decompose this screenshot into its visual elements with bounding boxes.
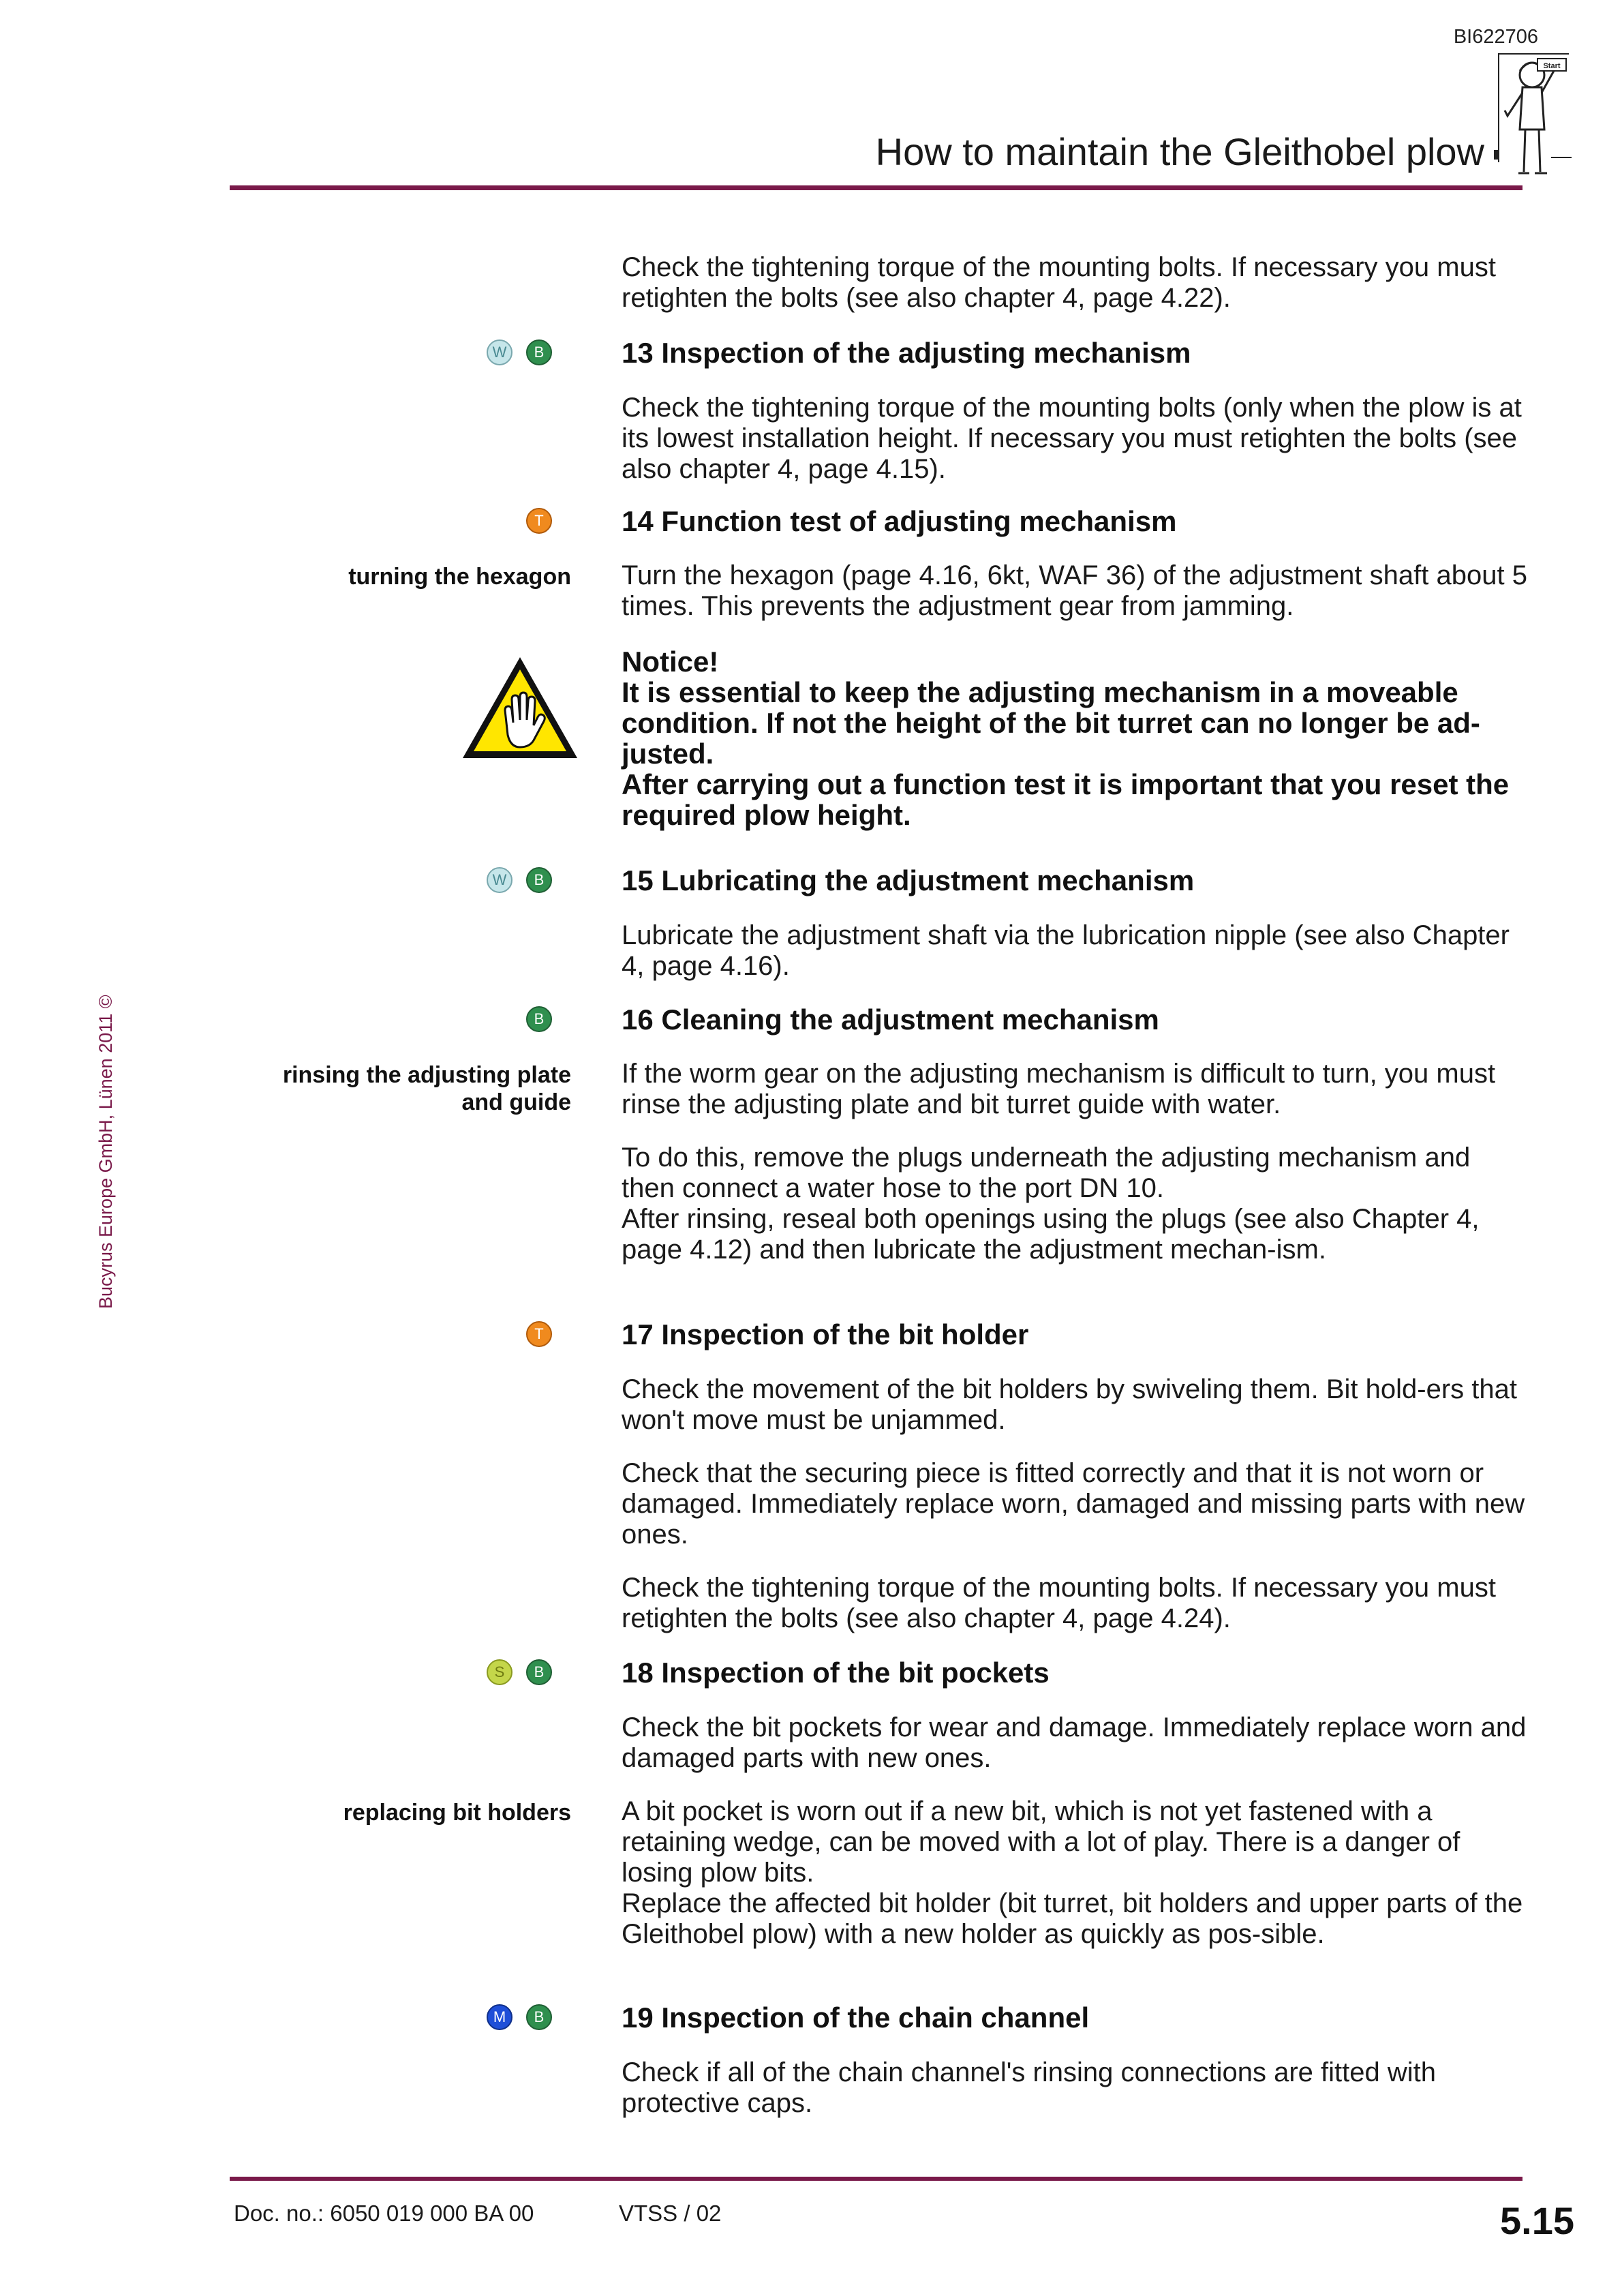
footer-doc-number: Doc. no.: 6050 019 000 BA 00: [234, 2201, 534, 2226]
side-note-turning-hexagon: turning the hexagon: [348, 564, 571, 590]
maintenance-badge-s-icon: S: [487, 1659, 512, 1685]
maintenance-badge-b-icon: B: [526, 867, 552, 893]
section-19-heading: 19 Inspection of the chain channel: [622, 2002, 1090, 2034]
notice-title: Notice!: [622, 646, 719, 678]
side-note-rinsing-line-1: rinsing the adjusting plate: [282, 1062, 571, 1088]
maintenance-badge-w-icon: W: [487, 339, 512, 365]
footer-rule: [230, 2177, 1522, 2181]
page-number: 5.15: [1500, 2199, 1574, 2242]
section-15-text: Lubricate the adjustment shaft via the lubrication nipple (see also Chapter 4, page 4.16).: [622, 920, 1510, 981]
section-16-text-3: After rinsing, reseal both openings using the plugs (see also Chapter 4, page 4.12) and then lubricate the adjustment mechan-ism.: [622, 1204, 1480, 1265]
section-18-heading: 18 Inspection of the bit pockets: [622, 1657, 1050, 1689]
section-19-text: Check if all of the chain channel's rinsing connections are fitted with protective caps.: [622, 2057, 1436, 2118]
section-16-text-2: To do this, remove the plugs underneath the adjusting mechanism and then connect a water hose to the port DN 10.: [622, 1143, 1471, 1203]
page-title: How to maintain the Gleithobel plow: [875, 130, 1484, 173]
header-rule: [230, 185, 1522, 190]
section-17-text-1: Check the movement of the bit holders by swiveling them. Bit hold-ers that won't move must be unjammed.: [622, 1374, 1517, 1435]
svg-text:Start: Start: [1543, 62, 1561, 70]
mascot-start-icon: [1493, 48, 1574, 184]
section-13-text: Check the tightening torque of the mounting bolts (only when the plow is at its lowest installation height. If necessary you must retighten the bolts (see also chapter 4, page 4.15).: [622, 393, 1522, 484]
maintenance-badge-b-icon: B: [526, 2004, 552, 2030]
section-14-heading: 14 Function test of adjusting mechanism: [622, 505, 1177, 537]
side-note-replacing-bit-holders: replacing bit holders: [343, 1800, 571, 1826]
section-13-heading: 13 Inspection of the adjusting mechanism: [622, 337, 1191, 369]
maintenance-badge-t-icon: T: [526, 1321, 552, 1347]
side-note-rinsing-line-2: and guide: [461, 1089, 571, 1115]
section-16-text-1: If the worm gear on the adjusting mechanism is difficult to turn, you must rinse the adjusting plate and bit turret guide with water.: [622, 1059, 1496, 1119]
maintenance-badge-b-icon: B: [526, 1006, 552, 1032]
section-15-heading: 15 Lubricating the adjustment mechanism: [622, 864, 1195, 896]
maintenance-badge-t-icon: T: [526, 508, 552, 534]
notice-text-2: After carrying out a function test it is important that you reset the required plow height.: [622, 768, 1510, 831]
notice-text-1: It is essential to keep the adjusting mechanism in a moveable condition. If not the height of the bit turret can no longer be ad-justed.: [622, 676, 1480, 770]
caution-hand-warning-icon: [460, 654, 580, 762]
section-16-heading: 16 Cleaning the adjustment mechanism: [622, 1003, 1159, 1036]
section-18-text-2: A bit pocket is worn out if a new bit, which is not yet fastened with a retaining wedge, can be moved with a lot of play. There is a danger of losing plow bits.: [622, 1796, 1460, 1888]
section-17-text-2: Check that the securing piece is fitted correctly and that it is not worn or damaged. Immediately replace worn, damaged and missing parts with new ones.: [622, 1458, 1525, 1550]
section-18-text-1: Check the bit pockets for wear and damage. Immediately replace worn and damaged parts with new ones.: [622, 1712, 1527, 1773]
maintenance-badge-w-icon: W: [487, 867, 512, 893]
footer-code: VTSS / 02: [619, 2201, 722, 2226]
maintenance-badge-m-icon: M: [487, 2004, 512, 2030]
intro-paragraph: Check the tightening torque of the mounting bolts. If necessary you must retighten the bolts (see also chapter 4, page 4.22).: [622, 252, 1496, 313]
section-17-heading: 17 Inspection of the bit holder: [622, 1318, 1029, 1350]
section-17-text-3: Check the tightening torque of the mounting bolts. If necessary you must retighten the bolts (see also chapter 4, page 4.24).: [622, 1573, 1496, 1633]
section-18-text-3: Replace the affected bit holder (bit turret, bit holders and upper parts of the Gleithobel plow) with a new holder as quickly as pos-sible.: [622, 1888, 1523, 1949]
copyright-note: Bucyrus Europe GmbH, Lünen 2011 ©: [95, 995, 116, 1309]
document-id: BI622706: [1453, 26, 1538, 48]
maintenance-badge-b-icon: B: [526, 1659, 552, 1685]
section-14-text: Turn the hexagon (page 4.16, 6kt, WAF 36) of the adjustment shaft about 5 times. This prevents the adjustment gear from jamming.: [622, 560, 1527, 621]
maintenance-badge-b-icon: B: [526, 339, 552, 365]
